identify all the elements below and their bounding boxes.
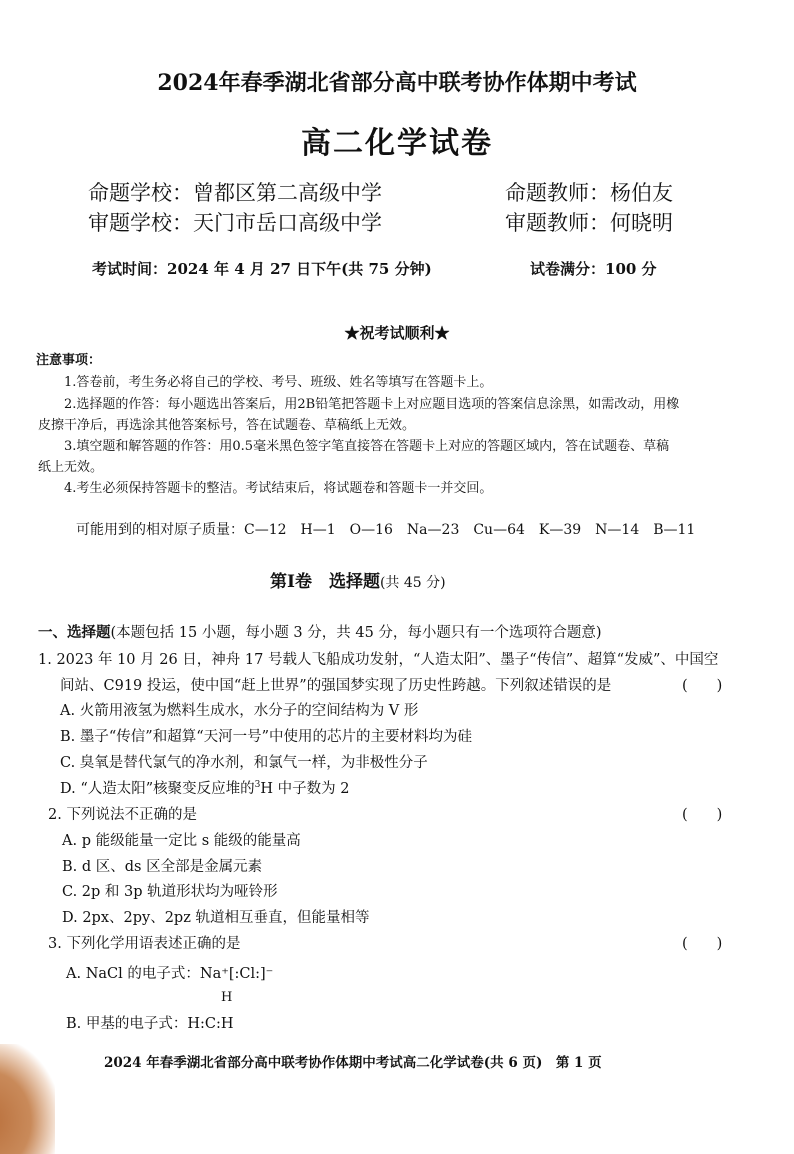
- q2-option-d: D. 2px、2py、2pz 轨道相互垂直，但能量相等: [62, 910, 370, 926]
- notice-item-2-cont: 皮擦干净后，再选涂其他答案标号，答在试题卷、草稿纸上无效。: [38, 418, 416, 433]
- choice-intro: [38, 621, 602, 642]
- section-points: (共 45 分): [379, 575, 446, 591]
- q3-stem: 3. 下列化学用语表述正确的是: [48, 936, 241, 952]
- q2-answer-paren: ( ): [682, 807, 723, 823]
- notice-heading: 注意事项：: [36, 353, 102, 368]
- q3-option-b: [66, 1012, 234, 1033]
- q3-option-a-text: A. NaCl 的电子式：: [66, 966, 200, 982]
- q1-option-b: B. 墨子“传信”和超算“天河一号”中使用的芯片的主要材料均为硅: [60, 729, 473, 745]
- exam-time: 考试时间：2024 年 4 月 27 日下午(共 75 分钟): [92, 260, 432, 278]
- q1-option-a: A. 火箭用液氢为燃料生成水，水分子的空间结构为 V 形: [60, 703, 419, 719]
- section-title: 第Ⅰ卷 选择题: [270, 572, 380, 592]
- notice-item-3-cont: 纸上无效。: [38, 460, 104, 475]
- choice-intro-label: 一、选择题: [38, 624, 111, 641]
- q3-option-a: [66, 962, 273, 983]
- q1-option-c: C. 臭氧是替代氯气的净水剂，和氯气一样，为非极性分子: [60, 755, 428, 771]
- q2-option-a: A. p 能级能量一定比 s 能级的能量高: [62, 833, 301, 849]
- q1-answer-paren: ( ): [682, 678, 723, 694]
- q1-option-d-rest: H 中子数为 2: [260, 781, 350, 797]
- notice-item-4: 4.考生必须保持答题卡的整洁。考试结束后，将试题卷和答题卡一并交回。: [64, 481, 493, 496]
- proposer-school: 命题学校：曾都区第二高级中学: [88, 181, 382, 205]
- q2-option-c: C. 2p 和 3p 轨道形状均为哑铃形: [62, 884, 278, 900]
- q3-option-b-top-h: H: [221, 990, 233, 1005]
- q1-stem-line2: 间站、C919 投运，使中国“赶上世界”的强国梦实现了历史性跨越。下列叙述错误的是: [60, 678, 612, 694]
- q3-option-b-formula: H:C:H: [187, 1016, 234, 1032]
- reviewer-school: 审题学校：天门市岳口高级中学: [88, 211, 382, 235]
- notice-item-2: 2.选择题的作答：每小题选出答案后，用2B铅笔把答题卡上对应题目选项的答案信息涂黑，如需改动，用橡: [64, 397, 680, 412]
- q3-option-a-formula: Na⁺[:Cl:]⁻: [199, 966, 274, 982]
- notice-item-1: 1.答卷前，考生务必将自己的学校、考号、班级、姓名等填写在答题卡上。: [64, 375, 493, 390]
- good-luck-banner: ★祝考试顺利★: [344, 324, 450, 342]
- q1-stem-line1: 1. 2023 年 10 月 26 日，神舟 17 号载人飞船成功发射，“人造太阳”、墨子“传信”、超算“发威”、中国空: [38, 652, 719, 668]
- atomic-mass-line: 可能用到的相对原子质量：C—12 H—1 O—16 Na—23 Cu—64 K—39 N—14 B—11: [76, 522, 696, 538]
- q2-stem: 2. 下列说法不正确的是: [48, 807, 197, 823]
- notice-item-3: 3.填空题和解答题的作答：用0.5毫米黑色签字笔直接答在答题卡上对应的答题区域内，答在试题卷、草稿: [64, 439, 670, 454]
- proposer-teacher: 命题教师：杨伯友: [505, 181, 673, 205]
- section-heading: [270, 567, 446, 592]
- q3-option-b-text: B. 甲基的电子式：: [66, 1016, 188, 1032]
- choice-intro-text: (本题包括 15 小题，每小题 3 分，共 45 分，每小题只有一个选项符合题意): [110, 625, 602, 641]
- q1-option-d-text: D. “人造太阳”核聚变反应堆的: [60, 781, 255, 797]
- q2-option-b: B. d 区、ds 区全部是金属元素: [62, 859, 263, 875]
- q1-option-d: [60, 777, 349, 798]
- full-score: 试卷满分：100 分: [530, 260, 657, 278]
- page-footer: 2024 年春季湖北省部分高中联考协作体期中考试高二化学试卷(共 6 页) 第 1 页: [104, 1055, 602, 1071]
- photo-corner-shadow: [0, 1044, 55, 1154]
- paper-title: 高二化学试卷: [301, 126, 493, 161]
- q1-option-d-mass-number: 3: [254, 780, 261, 791]
- exam-title: 2024年春季湖北省部分高中联考协作体期中考试: [157, 70, 637, 96]
- q3-answer-paren: ( ): [682, 936, 723, 952]
- reviewer-teacher: 审题教师：何晓明: [505, 211, 673, 235]
